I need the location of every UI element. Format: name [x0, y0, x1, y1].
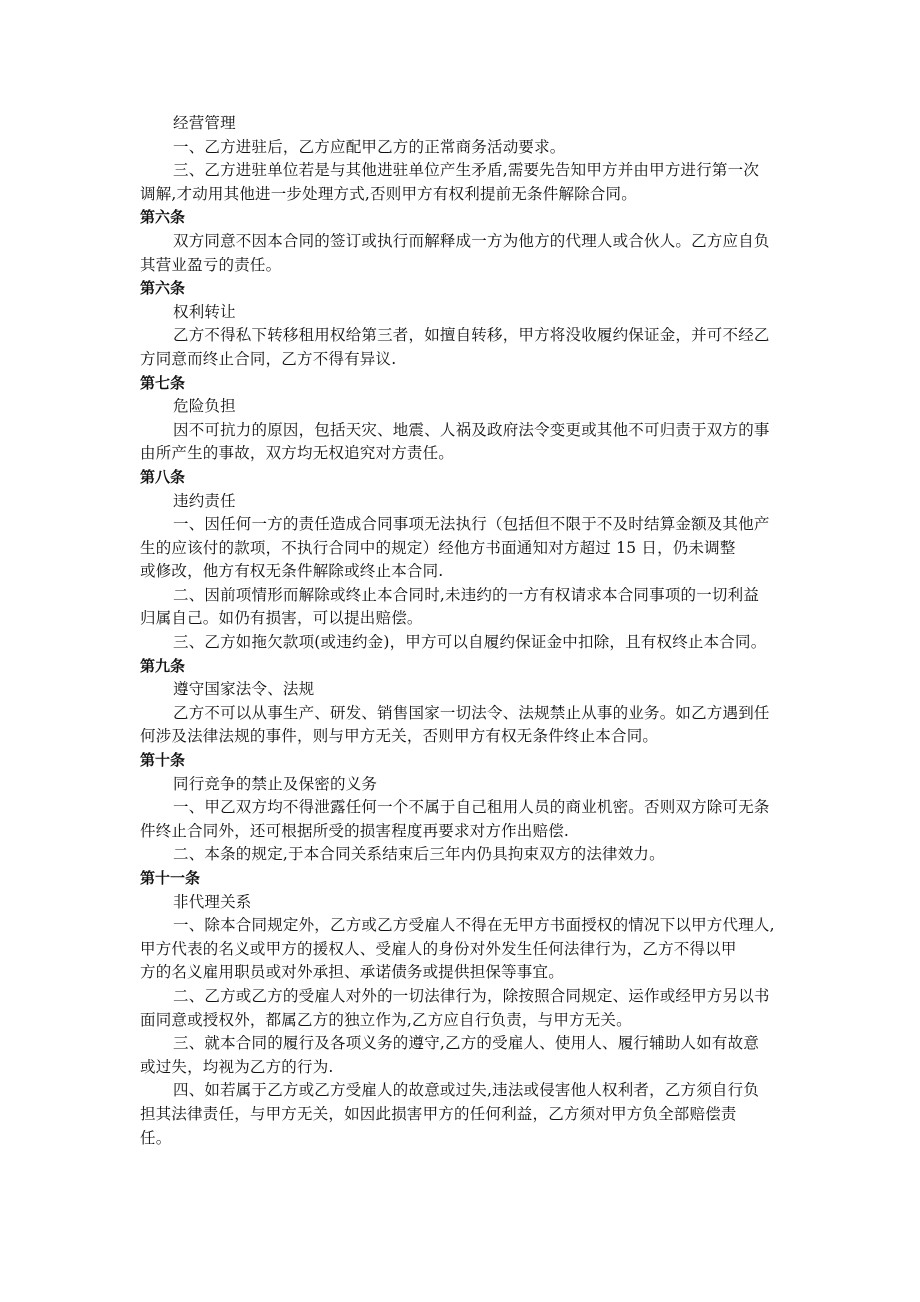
article-heading: 第八条	[140, 467, 186, 486]
article-heading: 第七条	[140, 373, 186, 392]
paragraph-line: 乙方不得私下转移租用权给第三者，如擅自转移，甲方将没收履约保证金，并可不经乙	[173, 326, 770, 345]
clause-paragraph	[140, 702, 780, 749]
section-subtitle: 非代理关系	[173, 892, 252, 911]
paragraph-line: 乙方不可以从事生产、研发、销售国家一切法令、法规禁止从事的业务。如乙方遇到任	[173, 703, 770, 722]
contract-body	[140, 112, 780, 1150]
clause-paragraph	[140, 843, 780, 867]
clause-paragraph	[140, 513, 780, 584]
paragraph-line: 其营业盈亏的责任。	[140, 255, 282, 274]
clause-paragraph	[140, 136, 780, 160]
article-heading: 第六条	[140, 208, 186, 227]
clause-paragraph	[140, 159, 780, 206]
paragraph-line: 面同意或授权外，都属乙方的独立作为,乙方应自行负责，与甲方无关。	[140, 1010, 632, 1029]
clause-paragraph	[140, 985, 780, 1032]
section-subtitle: 权利转让	[173, 302, 236, 321]
paragraph-line: 甲方代表的名义或甲方的援权人、受雇人的身份对外发生任何法律行为，乙方不得以甲	[140, 939, 737, 958]
paragraph-line: 何涉及法律法规的事件，则与甲方无关，否则甲方有权无条件终止本合同。	[140, 727, 659, 746]
paragraph-line: 一、甲乙双方均不得泄露任何一个不属于自己租用人员的商业机密。否则双方除可无条	[173, 798, 770, 817]
article-heading: 第九条	[140, 656, 186, 675]
paragraph-line: 一、除本合同规定外，乙方或乙方受雇人不得在无甲方书面授权的情况下以甲方代理人,	[173, 916, 775, 935]
paragraph-line: 调解,才动用其他进一步处理方式,否则甲方有权利提前无条件解除合同。	[140, 184, 637, 203]
paragraph-line: 归属自己。如仍有损害，可以提出赔偿。	[140, 609, 423, 628]
paragraph-line: 方的名义雇用职员或对外承担、承诺债务或提供担保等事宜。	[140, 963, 564, 982]
paragraph-line: 二、因前项情形而解除或终止本合同时,未违约的一方有权请求本合同事项的一切利益	[173, 585, 760, 604]
section-subtitle: 同行竞争的禁止及保密的义务	[173, 774, 378, 793]
clause-paragraph	[140, 796, 780, 843]
clause-paragraph	[140, 419, 780, 466]
section-subtitle: 违约责任	[173, 491, 236, 510]
paragraph-line: 一、乙方进驻后，乙方应配甲乙方的正常商务活动要求。	[173, 137, 566, 156]
paragraph-line: 生的应该付的款项，不执行合同中的规定）经他方书面通知对方超过 15 日，仍未调整	[140, 538, 736, 557]
clause-paragraph	[140, 1079, 780, 1150]
section-subtitle: 遵守国家法令、法规	[173, 680, 315, 699]
clause-paragraph	[140, 230, 780, 277]
clause-paragraph	[140, 324, 780, 371]
paragraph-line: 由所产生的事故，双方均无权追究对方责任。	[140, 444, 455, 463]
paragraph-line: 或过失，均视为乙方的行为.	[140, 1057, 334, 1076]
clause-paragraph	[140, 1032, 780, 1079]
paragraph-line: 二、乙方或乙方的受雇人对外的一切法律行为，除按照合同规定、运作或经甲方另以书	[173, 986, 770, 1005]
paragraph-line: 任。	[140, 1128, 172, 1147]
paragraph-line: 方同意而终止合同，乙方不得有异议.	[140, 349, 397, 368]
paragraph-line: 件终止合同外，还可根据所受的损害程度再要求对方作出赔偿.	[140, 821, 570, 840]
paragraph-line: 或修改，他方有权无条件解除或终止本合同.	[140, 562, 444, 581]
paragraph-line: 三、就本合同的履行及各项义务的遵守,乙方的受雇人、使用人、履行辅助人如有故意	[173, 1034, 760, 1053]
paragraph-line: 双方同意不因本合同的签订或执行而解释成一方为他方的代理人或合伙人。乙方应自负	[173, 231, 770, 250]
paragraph-line: 担其法律责任，与甲方无关，如因此损害甲方的任何利益，乙方须对甲方负全部赔偿责	[140, 1104, 737, 1123]
section-subtitle: 危险负担	[173, 397, 236, 416]
paragraph-line: 三、乙方进驻单位若是与其他进驻单位产生矛盾,需要先告知甲方并由甲方进行第一次	[173, 161, 760, 180]
paragraph-line: 四、如若属于乙方或乙方受雇人的故意或过失,违法或侵害他人权利者，乙方须自行负	[173, 1081, 760, 1100]
paragraph-line: 一、因任何一方的责任造成合同事项无法执行（包括但不限于不及时结算金额及其他产	[173, 515, 770, 534]
clause-paragraph	[140, 914, 780, 985]
paragraph-line: 因不可抗力的原因，包括天灾、地震、人祸及政府法令变更或其他不可归责于双方的事	[173, 420, 770, 439]
clause-paragraph	[140, 631, 780, 655]
clause-paragraph	[140, 584, 780, 631]
paragraph-line: 二、本条的规定,于本合同关系结束后三年内仍具拘束双方的法律效力。	[173, 845, 665, 864]
section-subtitle: 经营管理	[173, 114, 236, 132]
article-heading: 第十条	[140, 751, 186, 770]
article-heading: 第十一条	[140, 869, 201, 887]
paragraph-line: 三、乙方如拖欠款项(或违约金)，甲方可以自履约保证金中扣除，且有权终止本合同。	[173, 633, 767, 652]
article-heading: 第六条	[140, 279, 186, 298]
